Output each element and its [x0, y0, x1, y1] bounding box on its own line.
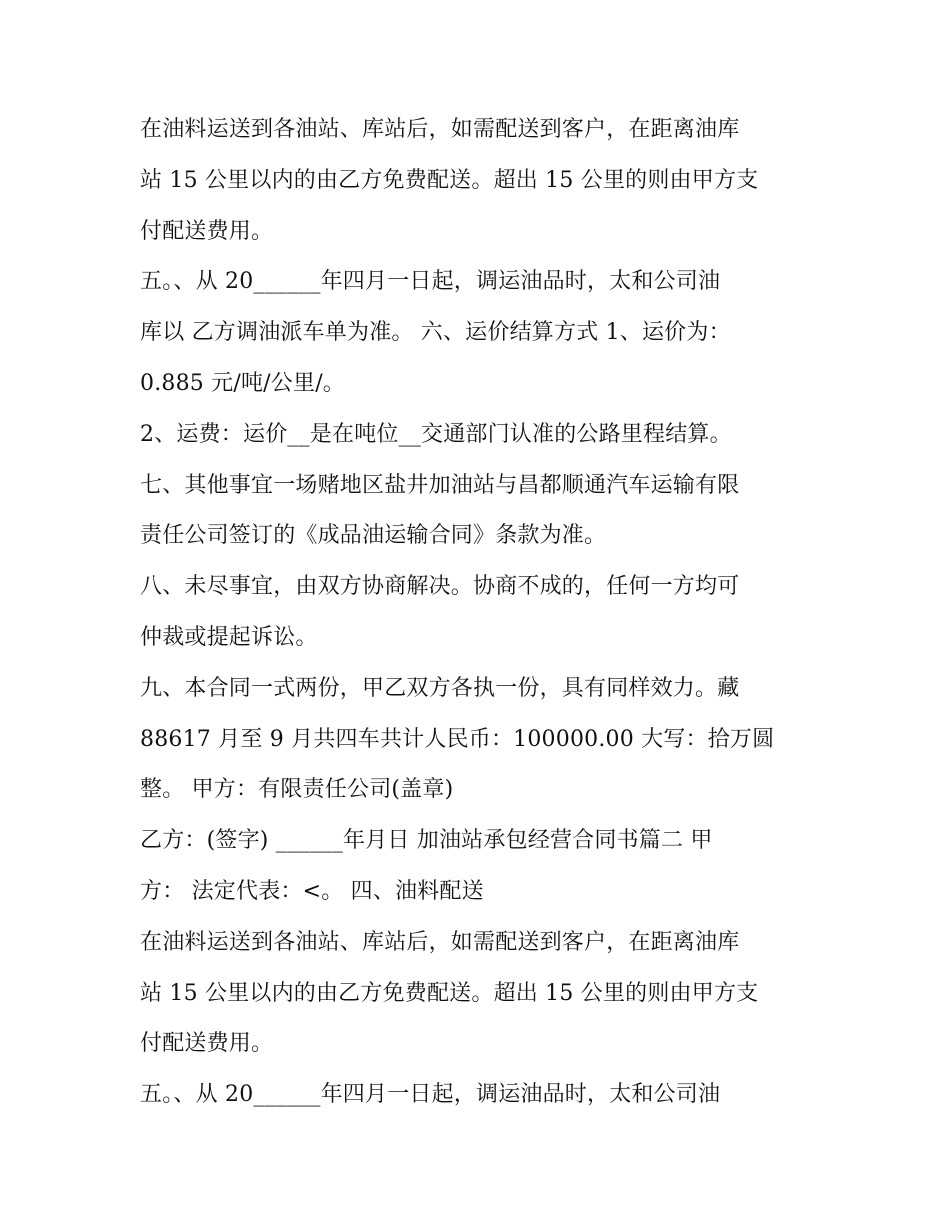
- text-line: 九、本合同一式两份，甲乙双方各执一份，具有同样效力。藏: [140, 675, 740, 701]
- text-line: 七、其他事宜一场赌地区盐井加油站与昌都顺通汽车运输有限: [140, 472, 740, 498]
- text-line: 0.885 元/吨/公里/。: [140, 370, 346, 396]
- text-line: 在油料运送到各油站、库站后，如需配送到客户，在距离油库: [140, 929, 740, 955]
- text-line: 方： 法定代表：<。 四、油料配送: [140, 878, 484, 904]
- text-line: 责任公司签订的《成品油运输合同》条款为准。: [140, 523, 607, 549]
- text-line: 五。、从 20______年四月一日起，调运油品时，太和公司油: [140, 269, 721, 295]
- text-line: 五。、从 20______年四月一日起，调运油品时，太和公司油: [140, 1082, 721, 1108]
- text-line: 乙方：(签字) ______年月日 加油站承包经营合同书篇二 甲: [140, 828, 713, 854]
- text-line: 八、未尽事宜，由双方协商解决。协商不成的，任何一方均可: [140, 574, 740, 600]
- text-line: 2、运费：运价__是在吨位__交通部门认准的公路里程结算。: [140, 421, 732, 447]
- text-line: 库以 乙方调油派车单为准。 六、运价结算方式 1、运价为：: [140, 320, 731, 346]
- document-body: [140, 105, 820, 1121]
- text-line: 整。 甲方：有限责任公司(盖章): [140, 777, 454, 803]
- text-line: 付配送费用。: [140, 218, 274, 244]
- text-line: 仲裁或提起诉讼。: [140, 624, 318, 650]
- text-line: 付配送费用。: [140, 1031, 274, 1057]
- text-line: 站 15 公里以内的由乙方免费配送。超出 15 公里的则由甲方支: [140, 167, 759, 193]
- text-line: 站 15 公里以内的由乙方免费配送。超出 15 公里的则由甲方支: [140, 980, 759, 1006]
- text-line: 在油料运送到各油站、库站后，如需配送到客户，在距离油库: [140, 117, 740, 142]
- text-line: 88617 月至 9 月共四车共计人民币：100000.00 大写：拾万圆: [140, 726, 775, 752]
